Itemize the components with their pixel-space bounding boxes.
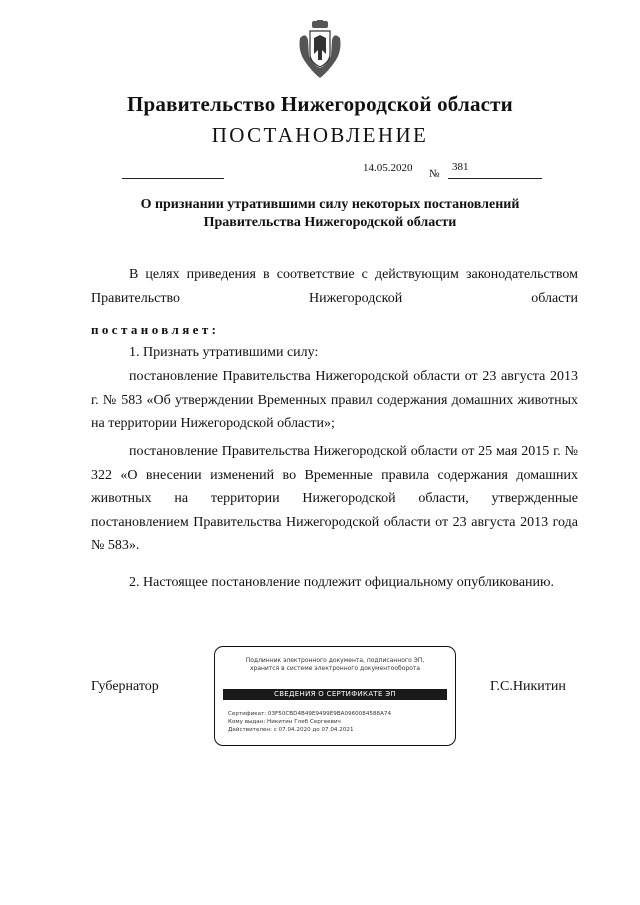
item-1: 1. Признать утратившими силу: [129,345,319,360]
date-underline [122,178,224,179]
intro-paragraph: В целях приведения в соответствие с действующим законодательством Правительство Нижегородской области [91,267,578,306]
heading-line-2: Правительства Нижегородской области [203,215,457,230]
stamp-note [215,657,455,673]
stamp-note-line-1: Подлинник электронного документа, подписанного ЭП, [245,657,425,664]
item-1-decree-b: постановление Правительства Нижегородской области от 25 мая 2015 г. № 322 «О внесении изменений во Временные правила содержания домашних животных на территории Нижегородской области, утвержденные постановлением Правительства Нижегородской области от 23 августа 2013 года № 583». [91,444,578,553]
coat-of-arms-icon [298,20,342,80]
heading-line-1: О признании утратившими силу некоторых постановлений [140,197,520,212]
document-date: 14.05.2020 [363,162,413,174]
certificate-details [228,710,391,734]
decree-word: постановляет: [91,322,220,337]
certificate-banner: СВЕДЕНИЯ О СЕРТИФИКАТЕ ЭП [223,689,447,700]
number-label: № [429,168,440,180]
government-title: Правительство Нижегородской области [127,92,513,116]
certificate-owner: Кому выдан: Никитин Глеб Сергеевич [228,719,341,725]
document-number: 381 [452,161,469,173]
document-heading [100,196,560,232]
signatory-name: Г.С.Никитин [490,679,566,694]
number-underline [448,178,542,179]
signatory-position: Губернатор [91,679,159,694]
certificate-validity: Действителен: с 07.04.2020 до 07.04.2021 [228,727,354,733]
item-2: 2. Настоящее постановление подлежит официальному опубликованию. [129,575,554,590]
e-signature-stamp [214,646,456,746]
stamp-note-line-2: хранится в системе электронного документооборота [249,665,421,672]
item-1-decree-a: постановление Правительства Нижегородской области от 23 августа 2013 г. № 583 «Об утверждении Временных правил содержания домашних животных на территории Нижегородской области»; [91,369,578,431]
certificate-id: Сертификат: 03F50CBD4B49E9499E9BA0960084588A74 [228,711,392,717]
document-type: ПОСТАНОВЛЕНИЕ [211,123,429,147]
